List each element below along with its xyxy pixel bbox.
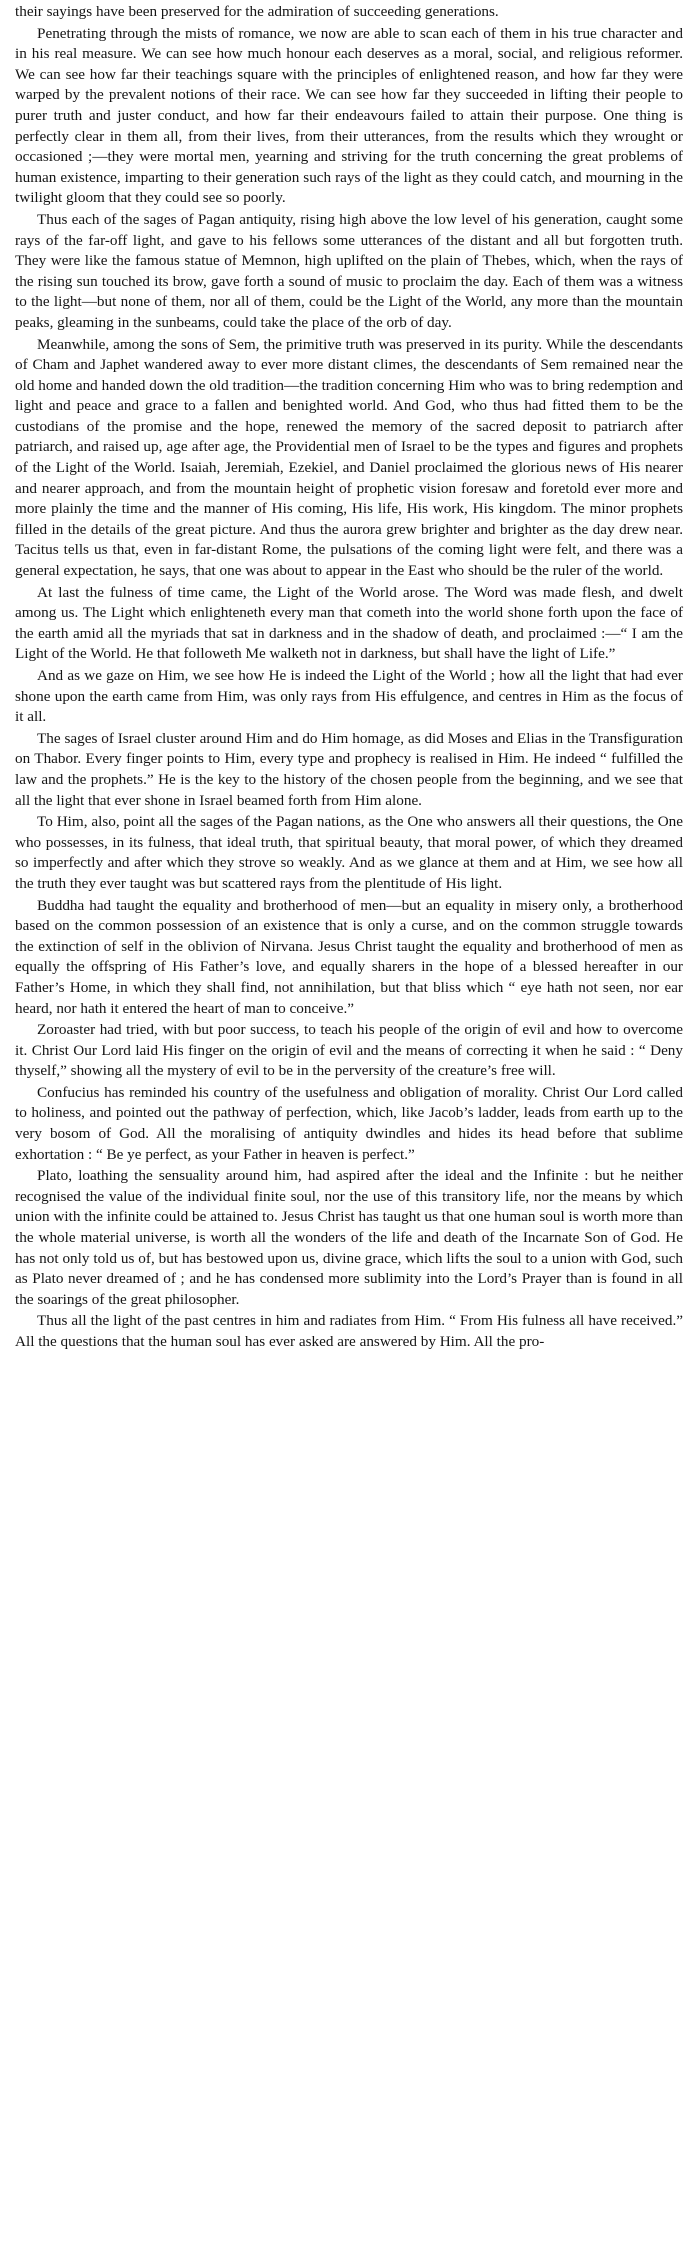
- paragraph: Meanwhile, among the sons of Sem, the primitive truth was preserved in its purity. While the descendants of Cham and Japhet wandered away to ever more distant climes, the descendants of Sem remained near the old home and handed down the old tradition—the tradition concerning Him who was to bring redemption and light and peace and grace to a fallen and benighted world. And God, who thus had fitted them to be the custodians of the promise and the hope, renewed the memory of the sacred deposit to patriarch after patriarch, and raised up, age after age, the Providential men of Israel to be the types and figures and prophets of the Light of the World. Isaiah, Jeremiah, Ezekiel, and Daniel proclaimed the glorious news of His nearer and nearer approach, and from the mountain height of prophetic vision foresaw and foretold ever more and more plainly the time and the manner of His coming, His life, His work, His kingdom. The minor prophets filled in the details of the great picture. And thus the aurora grew brighter and brighter as the day drew near. Tacitus tells us that, even in far-distant Rome, the pulsations of the coming light were felt, and there was a general expectation, he says, that one was about to appear in the East who should be the ruler of the world.: [15, 335, 683, 580]
- paragraph: Confucius has reminded his country of the usefulness and obligation of morality. Christ Our Lord called to holiness, and pointed out the pathway of perfection, which, like Jacob’s ladder, leads from earth up to the very bosom of God. All the moralising of antiquity dwindles and hides its head before that sublime exhortation : “ Be ye perfect, as your Father in heaven is perfect.”: [15, 1083, 683, 1163]
- paragraph: Thus each of the sages of Pagan antiquity, rising high above the low level of his generation, caught some rays of the far-off light, and gave to his fellows some utterances of the distant and all but forgotten truth. They were like the famous statue of Memnon, high uplifted on the plain of Thebes, which, when the rays of the rising sun touched its brow, gave forth a sound of music to proclaim the day. Each of them was a witness to the light—but none of them, nor all of them, could be the Light of the World, any more than the mountain peaks, gleaming in the sunbeams, could take the place of the orb of day.: [15, 210, 683, 331]
- article-column: [15, 2, 683, 1353]
- paragraph: their sayings have been preserved for the admiration of succeeding generations.: [15, 3, 499, 20]
- paragraph: At last the fulness of time came, the Light of the World arose. The Word was made flesh, and dwelt among us. The Light which enlighteneth every man that cometh into the world shone forth upon the face of the earth amid all the myriads that sat in darkness and in the shadow of death, and proclaimed :—“ I am the Light of the World. He that followeth Me walketh not in darkness, but shall have the light of Life.”: [15, 583, 683, 663]
- paragraph: Zoroaster had tried, with but poor success, to teach his people of the origin of evil and how to overcome it. Christ Our Lord laid His finger on the origin of evil and the means of correcting it when he said : “ Deny thyself,” showing all the mystery of evil to be in the perversity of the creature’s free will.: [15, 1021, 683, 1080]
- paragraph: Plato, loathing the sensuality around him, had aspired after the ideal and the Infinite : but he neither recognised the value of the individual finite soul, nor the use of this transitory life, nor the means by which union with the infinite could be attained to. Jesus Christ has taught us that one human soul is worth more than the whole material universe, is worth all the wonders of the life and death of the Incarnate Son of God. He has not only told us of, but has bestowed upon us, divine grace, which lifts the soul to a union with God, such as Plato never dreamed of ; and he has condensed more sublimity into the Lord’s Prayer than is found in all the soarings of the great philosopher.: [15, 1167, 683, 1308]
- paragraph: Thus all the light of the past centres in him and radiates from Him. “ From His fulness all have received.” All the questions that the human soul has ever asked are answered by Him. All the pro-: [15, 1312, 683, 1350]
- paragraph: Buddha had taught the equality and brotherhood of men—but an equality in misery only, a brotherhood based on the common possession of an existence that is only a curse, and on the common struggle towards the extinction of self in the oblivion of Nirvana. Jesus Christ taught the equality and brotherhood of men as equally the offspring of His Father’s love, and equally sharers in the hope of a blessed hereafter in our Father’s Home, in which they shall find, not annihilation, but that bliss which “ eye hath not seen, nor ear heard, nor hath it entered the heart of man to conceive.”: [15, 896, 683, 1017]
- paragraph: And as we gaze on Him, we see how He is indeed the Light of the World ; how all the light that had ever shone upon the earth came from Him, was only rays from His effulgence, and centres in Him as the focus of it all.: [15, 667, 683, 726]
- paragraph: To Him, also, point all the sages of the Pagan nations, as the One who answers all their questions, the One who possesses, in its fulness, that ideal truth, that spiritual beauty, that moral power, of which they dreamed so imperfectly and after which they strove so weakly. And as we glance at them and at Him, we see how all the truth they ever taught was but scattered rays from the plentitude of His light.: [15, 813, 683, 892]
- paragraph: Penetrating through the mists of romance, we now are able to scan each of them in his true character and in his real measure. We can see how much honour each deserves as a moral, social, and religious reformer. We can see how far their teachings square with the principles of enlightened reason, and how far they were warped by the prevalent notions of their race. We can see how far they succeeded in lifting their people to purer truth and juster conduct, and how far their endeavours failed to attain their purpose. One thing is perfectly clear in them all, from their lives, from their utterances, from the results which they wrought or occasioned ;—they were mortal men, yearning and striving for the truth concerning the great problems of human existence, imparting to their generation such rays of the light as they could catch, and mourning in the twilight gloom that they could see so poorly.: [15, 24, 683, 207]
- paragraph: The sages of Israel cluster around Him and do Him homage, as did Moses and Elias in the Transfiguration on Thabor. Every finger points to Him, every type and prophecy is realised in Him. He indeed “ fulfilled the law and the prophets.” He is the key to the history of the chosen people from the beginning, and we see that all the light that ever shone in Israel beamed forth from Him alone.: [15, 729, 683, 809]
